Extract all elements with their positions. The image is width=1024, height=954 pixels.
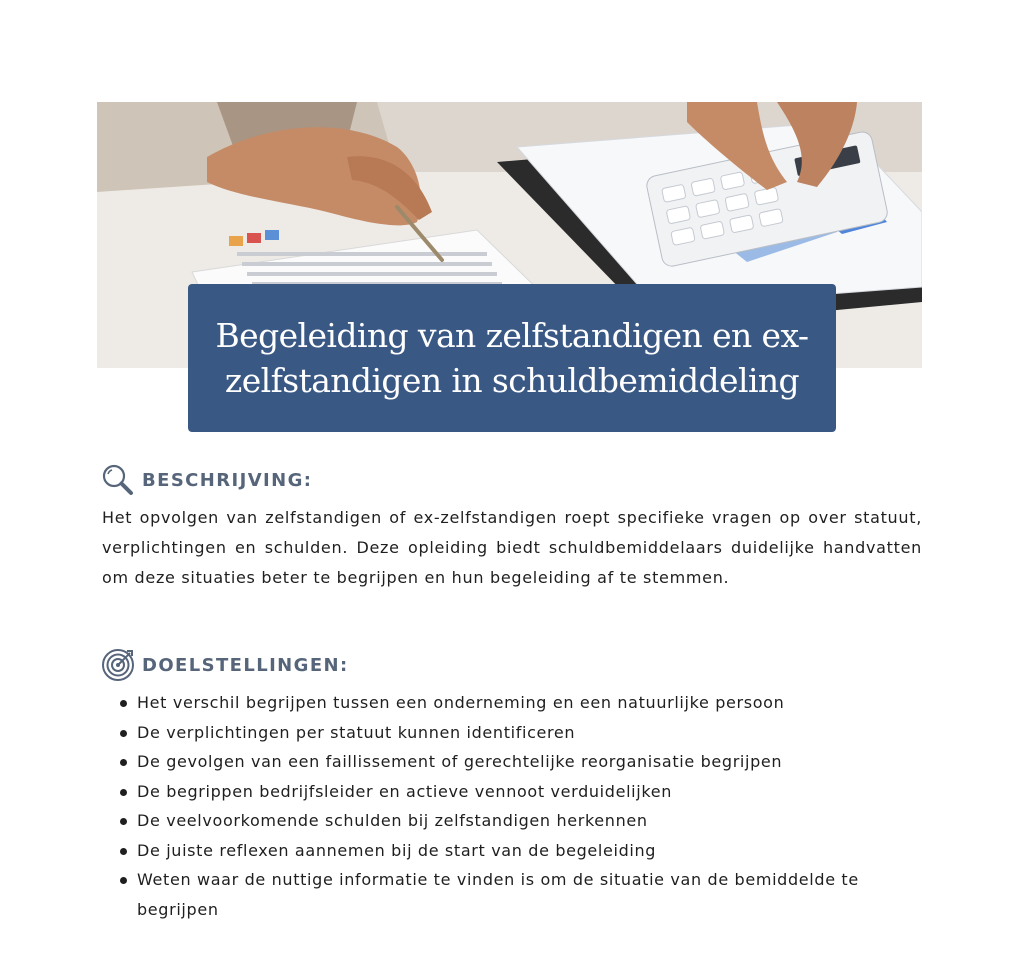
- description-heading: [100, 462, 312, 498]
- goals-list: [102, 688, 922, 924]
- list-item: De juiste reflexen aannemen bij de start van de begeleiding: [102, 836, 922, 866]
- goals-heading-label: DOELSTELLINGEN:: [142, 654, 349, 676]
- goals-heading: [100, 647, 349, 683]
- list-item: Het verschil begrijpen tussen een onderneming en een natuurlijke persoon: [102, 688, 922, 718]
- description-text: Het opvolgen van zelfstandigen of ex-zelfstandigen roept specifieke vragen op over statuut, verplichtingen en schulden. Deze opleiding biedt schuldbemiddelaars duidelijke handvatten om deze situaties beter te begrijpen en hun begeleiding af te stemmen.: [102, 508, 922, 587]
- list-item: De veelvoorkomende schulden bij zelfstandigen herkennen: [102, 806, 922, 836]
- target-icon: [100, 647, 136, 683]
- magnifier-icon: [100, 462, 136, 498]
- page-title: Begeleiding van zelfstandigen en ex-zelfstandigen in schuldbemiddeling: [215, 316, 809, 400]
- list-item: Weten waar de nuttige informatie te vinden is om de situatie van de bemiddelde te begrijpen: [102, 865, 922, 924]
- list-item: De begrippen bedrijfsleider en actieve vennoot verduidelijken: [102, 777, 922, 807]
- title-banner: [188, 284, 836, 432]
- list-item: De verplichtingen per statuut kunnen identificeren: [102, 718, 922, 748]
- description-heading-label: BESCHRIJVING:: [142, 469, 313, 491]
- list-item: De gevolgen van een faillissement of gerechtelijke reorganisatie begrijpen: [102, 747, 922, 777]
